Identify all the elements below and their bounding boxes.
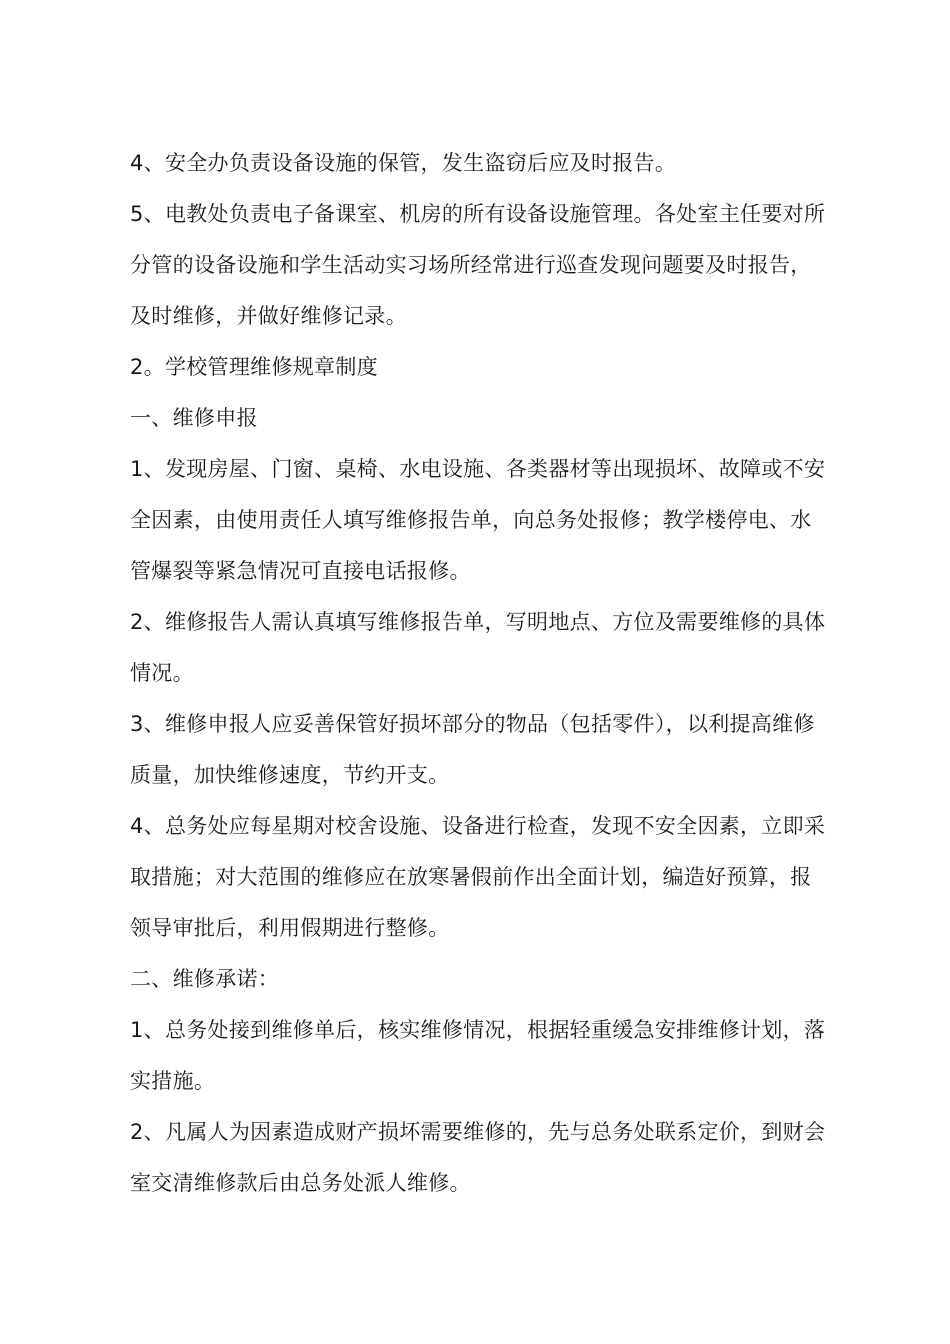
paragraph-security-office: 4、安全办负责设备设施的保管，发生盗窃后应及时报告。 (130, 151, 677, 175)
heading-repair-commitment: 二、维修承诺： (130, 967, 280, 991)
paragraph-report-damage: 1、发现房屋、门窗、桌椅、水电设施、各类器材等出现损坏、故障或不安全因素，由使用责任人填写维修报告单，向总务处报修；教学楼停电、水管爆裂等紧急情况可直接电话报修。 (130, 457, 826, 583)
section-title-repair-rules: 2。学校管理维修规章制度 (130, 355, 378, 379)
document-body (130, 138, 830, 1209)
paragraph-fill-report-form: 2、维修报告人需认真填写维修报告单，写明地点、方位及需要维修的具体情况。 (130, 610, 826, 685)
paragraph-weekly-inspection: 4、总务处应每星期对校舍设施、设备进行检查，发现不安全因素，立即采取措施；对大范围的维修应在放寒暑假前作出全面计划，编造好预算，报领导审批后，利用假期进行整修。 (130, 814, 826, 940)
paragraph-av-office: 5、电教处负责电子备课室、机房的所有设备设施管理。各处室主任要对所分管的设备设施和学生活动实习场所经常进行巡查发现问题要及时报告，及时维修，并做好维修记录。 (130, 202, 826, 328)
paragraph-keep-damaged-parts: 3、维修申报人应妥善保管好损坏部分的物品（包括零件），以利提高维修质量，加快维修速度，节约开支。 (130, 712, 815, 787)
heading-repair-application: 一、维修申报 (130, 406, 258, 430)
paragraph-verify-repair: 1、总务处接到维修单后，核实维修情况，根据轻重缓急安排维修计划，落实措施。 (130, 1018, 826, 1093)
paragraph-human-damage-repair: 2、凡属人为因素造成财产损坏需要维修的，先与总务处联系定价，到财会室交清维修款后由总务处派人维修。 (130, 1120, 826, 1195)
